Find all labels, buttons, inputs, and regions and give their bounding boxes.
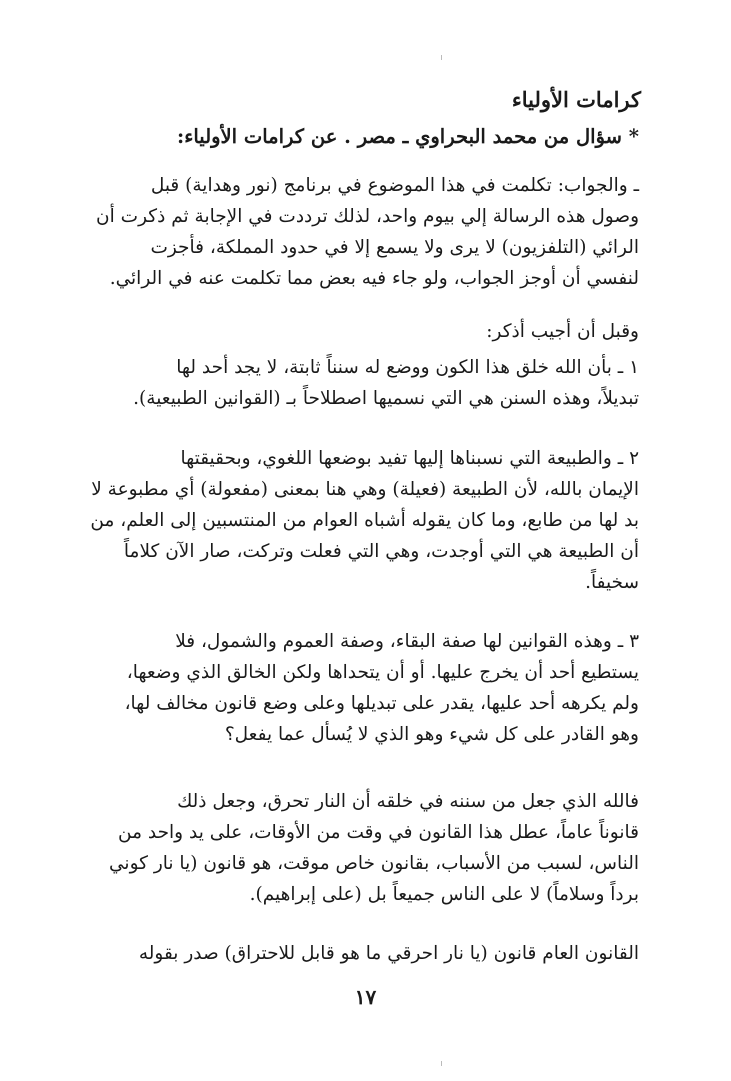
- fire-line: الناس، لسبب من الأسباب، بقانون خاص موقت، هو قانون (يا نار كوني: [109, 853, 639, 874]
- point-two-line: ٢ ـ والطبيعة التي نسبناها إليها تفيد بوضعها اللغوي، وبحقيقتها: [180, 448, 639, 469]
- point-three-line: وهو القادر على كل شيء وهو الذي لا يُسأل عما يفعل؟: [224, 724, 639, 745]
- general-law-paragraph: [79, 938, 639, 969]
- fire-paragraph: [79, 786, 639, 910]
- point-two-line: أن الطبيعة هي التي أوجدت، وهي التي فعلت وتركت، صار الآن كلاماً: [123, 541, 639, 562]
- answer-line: وصول هذه الرسالة إلي بيوم واحد، لذلك ترددت في الإجابة ثم ذكرت أن: [96, 206, 639, 227]
- point-three-line: ولم يكرهه أحد عليها، يقدر على تبديلها وعلى وضع قانون مخالف لها،: [124, 693, 639, 714]
- point-three-line: ٣ ـ وهذه القوانين لها صفة البقاء، وصفة العموم والشمول، فلا: [175, 631, 639, 652]
- scan-mark: [441, 55, 442, 60]
- answer-line: الرائي (التلفزيون) لا يرى ولا يسمع إلا في حدود المملكة، فأجزت: [150, 237, 639, 258]
- point-one-paragraph: [79, 352, 639, 414]
- point-two-line: بد لها من طابع، وما كان يقوله أشباه العوام من المنتسبين إلى العلم، من: [90, 510, 639, 531]
- scan-mark: [441, 1061, 442, 1066]
- page-header: كرامات الأولياء: [511, 87, 641, 112]
- point-three-line: يستطيع أحد أن يخرج عليها. أو أن يتحداها ولكن الخالق الذي وضعها،: [126, 662, 639, 683]
- point-one-line: تبديلاً، وهذه السنن هي التي نسميها اصطلاحاً بـ (القوانين الطبيعية).: [133, 388, 639, 409]
- fire-line: قانوناً عاماً، عطل هذا القانون في وقت من الأوقات، على يد واحد من: [118, 822, 639, 843]
- question-heading: * سؤال من محمد البحراوي ـ مصر . عن كرامات الأولياء:: [177, 125, 639, 148]
- fire-line: برداً وسلاماً) لا على الناس جميعاً بل (على إبراهيم).: [249, 884, 639, 905]
- intro-paragraph: [79, 316, 639, 347]
- answer-paragraph: [79, 170, 639, 294]
- point-two-paragraph: [79, 443, 639, 598]
- page-number: ١٧: [354, 985, 377, 1009]
- answer-line: ـ والجواب: تكلمت في هذا الموضوع في برنامج (نور وهداية) قبل: [150, 175, 639, 196]
- fire-line: فالله الذي جعل من سننه في خلقه أن النار تحرق، وجعل ذلك: [177, 791, 639, 812]
- general-law-line: القانون العام قانون (يا نار احرقي ما هو قابل للاحتراق) صدر بقوله: [138, 943, 639, 964]
- point-three-paragraph: [79, 626, 639, 750]
- intro-line: وقبل أن أجيب أذكر:: [486, 321, 639, 342]
- point-one-line: ١ ـ بأن الله خلق هذا الكون ووضع له سنناً ثابتة، لا يجد أحد لها: [176, 357, 639, 378]
- point-two-line: الإيمان بالله، لأن الطبيعة (فعيلة) وهي هنا بمعنى (مفعولة) أي مطبوعة لا: [91, 479, 639, 500]
- point-two-line: سخيفاً.: [585, 572, 639, 593]
- answer-line: لنفسي أن أوجز الجواب، ولو جاء فيه بعض مما تكلمت عنه في الرائي.: [109, 268, 639, 289]
